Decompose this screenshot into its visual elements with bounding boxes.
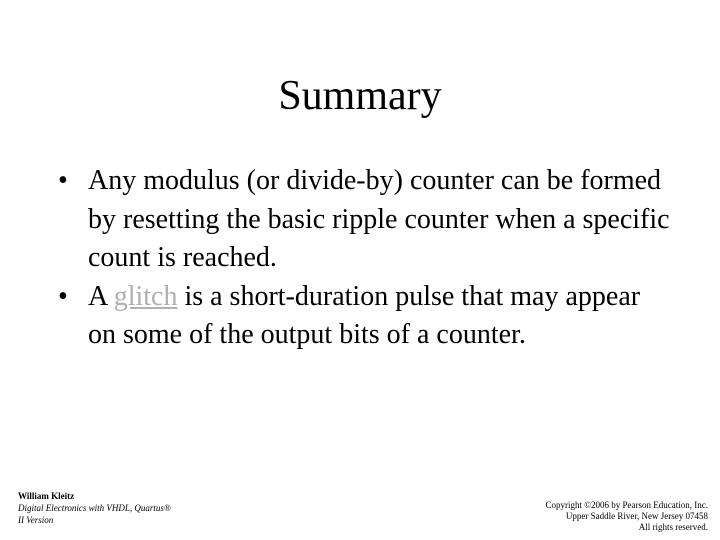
bullet-text: Any modulus (or divide-by) counter can be formed by resetting the basic ripple counter when a specific count is reached. <box>88 165 670 273</box>
bullet-item <box>54 162 674 278</box>
bullet-text-after: is a short-duration pulse that may appear on some of the output bits of a counter. <box>88 280 641 350</box>
footer-copyright <box>545 500 708 533</box>
bullet-text-before: A <box>88 280 114 312</box>
glitch-link[interactable]: glitch <box>113 280 178 312</box>
copyright-rights: All rights reserved. <box>638 522 708 532</box>
bullet-item <box>54 278 674 355</box>
bullet-marker: • <box>58 280 68 312</box>
footer-book-title: Digital Electronics with VHDL, Quartus® <box>18 503 171 513</box>
bullet-list <box>54 162 674 355</box>
copyright-line: Copyright ©2006 by Pearson Education, Inc. <box>545 500 708 510</box>
footer-book-edition: II Version <box>18 515 54 525</box>
copyright-address: Upper Saddle River, New Jersey 07458 <box>565 511 708 521</box>
slide-title: Summary <box>278 73 442 119</box>
footer-author: William Kleitz <box>18 491 75 501</box>
bullet-marker: • <box>58 165 68 196</box>
footer-left <box>18 490 171 526</box>
